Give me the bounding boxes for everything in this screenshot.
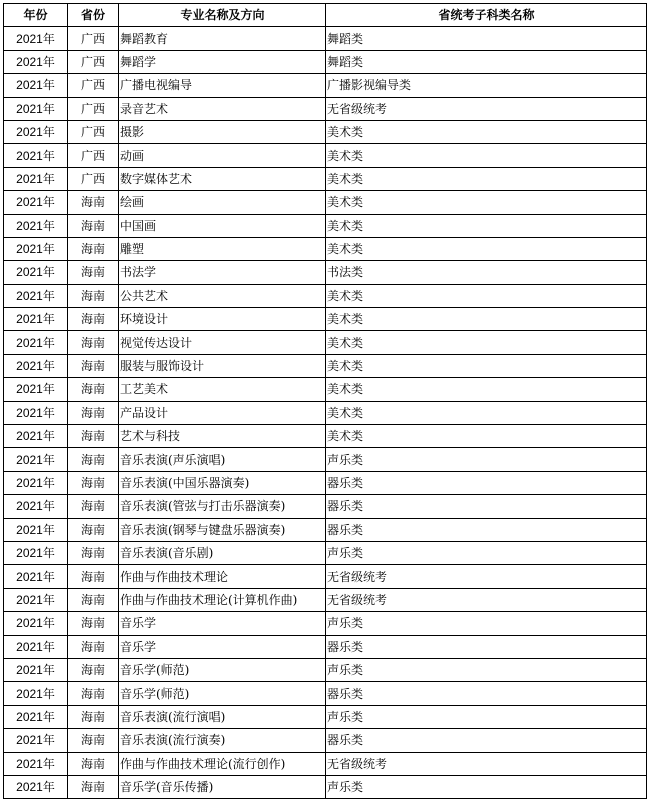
cell-province: 海南 bbox=[68, 518, 119, 541]
cell-province: 海南 bbox=[68, 541, 119, 564]
cell-major: 音乐表演(音乐剧) bbox=[119, 541, 326, 564]
cell-major: 书法学 bbox=[119, 261, 326, 284]
cell-major: 摄影 bbox=[119, 120, 326, 143]
cell-year: 2021年 bbox=[4, 471, 68, 494]
cell-category: 声乐类 bbox=[326, 612, 647, 635]
cell-year: 2021年 bbox=[4, 74, 68, 97]
table-row bbox=[4, 378, 647, 401]
table-row bbox=[4, 752, 647, 775]
cell-year: 2021年 bbox=[4, 705, 68, 728]
cell-major: 作曲与作曲技术理论(计算机作曲) bbox=[119, 588, 326, 611]
cell-category: 无省级统考 bbox=[326, 752, 647, 775]
cell-category: 美术类 bbox=[326, 214, 647, 237]
cell-major: 视觉传达设计 bbox=[119, 331, 326, 354]
cell-province: 广西 bbox=[68, 27, 119, 50]
table-row bbox=[4, 635, 647, 658]
cell-province: 广西 bbox=[68, 50, 119, 73]
cell-category: 书法类 bbox=[326, 261, 647, 284]
cell-year: 2021年 bbox=[4, 331, 68, 354]
cell-province: 海南 bbox=[68, 471, 119, 494]
cell-category: 无省级统考 bbox=[326, 97, 647, 120]
major-category-table bbox=[3, 3, 647, 799]
table-row bbox=[4, 775, 647, 798]
cell-year: 2021年 bbox=[4, 682, 68, 705]
table-row bbox=[4, 50, 647, 73]
cell-major: 艺术与科技 bbox=[119, 425, 326, 448]
cell-year: 2021年 bbox=[4, 167, 68, 190]
cell-major: 舞蹈教育 bbox=[119, 27, 326, 50]
table-row bbox=[4, 658, 647, 681]
cell-category: 器乐类 bbox=[326, 495, 647, 518]
table-row bbox=[4, 729, 647, 752]
cell-year: 2021年 bbox=[4, 50, 68, 73]
cell-year: 2021年 bbox=[4, 425, 68, 448]
cell-major: 音乐表演(声乐演唱) bbox=[119, 448, 326, 471]
table-row bbox=[4, 120, 647, 143]
cell-year: 2021年 bbox=[4, 27, 68, 50]
table-row bbox=[4, 612, 647, 635]
cell-year: 2021年 bbox=[4, 541, 68, 564]
cell-category: 声乐类 bbox=[326, 775, 647, 798]
cell-province: 海南 bbox=[68, 425, 119, 448]
cell-province: 海南 bbox=[68, 448, 119, 471]
cell-major: 服装与服饰设计 bbox=[119, 354, 326, 377]
table-row bbox=[4, 191, 647, 214]
cell-category: 器乐类 bbox=[326, 518, 647, 541]
cell-province: 广西 bbox=[68, 120, 119, 143]
cell-year: 2021年 bbox=[4, 518, 68, 541]
cell-category: 无省级统考 bbox=[326, 588, 647, 611]
table-row bbox=[4, 261, 647, 284]
table-row bbox=[4, 401, 647, 424]
cell-province: 广西 bbox=[68, 97, 119, 120]
cell-category: 美术类 bbox=[326, 120, 647, 143]
cell-major: 音乐表演(中国乐器演奏) bbox=[119, 471, 326, 494]
header-row bbox=[4, 4, 647, 27]
cell-province: 海南 bbox=[68, 658, 119, 681]
cell-major: 工艺美术 bbox=[119, 378, 326, 401]
table-row bbox=[4, 682, 647, 705]
cell-major: 动画 bbox=[119, 144, 326, 167]
table-row bbox=[4, 425, 647, 448]
table-row bbox=[4, 495, 647, 518]
cell-major: 音乐学(师范) bbox=[119, 658, 326, 681]
header-category: 省统考子科类名称 bbox=[326, 4, 647, 27]
cell-major: 产品设计 bbox=[119, 401, 326, 424]
cell-province: 海南 bbox=[68, 401, 119, 424]
table-row bbox=[4, 308, 647, 331]
cell-major: 绘画 bbox=[119, 191, 326, 214]
cell-year: 2021年 bbox=[4, 565, 68, 588]
cell-major: 广播电视编导 bbox=[119, 74, 326, 97]
table-row bbox=[4, 237, 647, 260]
table-row bbox=[4, 97, 647, 120]
cell-major: 作曲与作曲技术理论(流行创作) bbox=[119, 752, 326, 775]
table-row bbox=[4, 27, 647, 50]
cell-category: 声乐类 bbox=[326, 658, 647, 681]
table-row bbox=[4, 518, 647, 541]
cell-category: 美术类 bbox=[326, 331, 647, 354]
cell-province: 海南 bbox=[68, 331, 119, 354]
cell-year: 2021年 bbox=[4, 401, 68, 424]
cell-category: 器乐类 bbox=[326, 729, 647, 752]
cell-province: 海南 bbox=[68, 378, 119, 401]
cell-province: 广西 bbox=[68, 144, 119, 167]
cell-year: 2021年 bbox=[4, 612, 68, 635]
cell-major: 作曲与作曲技术理论 bbox=[119, 565, 326, 588]
cell-category: 舞蹈类 bbox=[326, 50, 647, 73]
cell-major: 音乐表演(管弦与打击乐器演奏) bbox=[119, 495, 326, 518]
cell-category: 美术类 bbox=[326, 354, 647, 377]
table-row bbox=[4, 354, 647, 377]
cell-province: 海南 bbox=[68, 635, 119, 658]
cell-major: 雕塑 bbox=[119, 237, 326, 260]
cell-province: 海南 bbox=[68, 191, 119, 214]
cell-year: 2021年 bbox=[4, 261, 68, 284]
cell-province: 海南 bbox=[68, 237, 119, 260]
cell-major: 音乐学(音乐传播) bbox=[119, 775, 326, 798]
cell-province: 海南 bbox=[68, 775, 119, 798]
header-province: 省份 bbox=[68, 4, 119, 27]
cell-major: 音乐表演(流行演奏) bbox=[119, 729, 326, 752]
cell-category: 器乐类 bbox=[326, 682, 647, 705]
cell-year: 2021年 bbox=[4, 378, 68, 401]
cell-year: 2021年 bbox=[4, 144, 68, 167]
cell-category: 器乐类 bbox=[326, 635, 647, 658]
cell-province: 海南 bbox=[68, 588, 119, 611]
table-row bbox=[4, 565, 647, 588]
cell-year: 2021年 bbox=[4, 308, 68, 331]
cell-province: 海南 bbox=[68, 495, 119, 518]
table-row bbox=[4, 144, 647, 167]
cell-year: 2021年 bbox=[4, 658, 68, 681]
cell-province: 海南 bbox=[68, 705, 119, 728]
cell-category: 声乐类 bbox=[326, 448, 647, 471]
cell-province: 海南 bbox=[68, 214, 119, 237]
cell-category: 舞蹈类 bbox=[326, 27, 647, 50]
cell-province: 海南 bbox=[68, 682, 119, 705]
cell-category: 美术类 bbox=[326, 237, 647, 260]
header-year: 年份 bbox=[4, 4, 68, 27]
cell-year: 2021年 bbox=[4, 97, 68, 120]
table-row bbox=[4, 705, 647, 728]
cell-major: 中国画 bbox=[119, 214, 326, 237]
cell-category: 美术类 bbox=[326, 167, 647, 190]
table-row bbox=[4, 471, 647, 494]
cell-province: 海南 bbox=[68, 612, 119, 635]
cell-year: 2021年 bbox=[4, 495, 68, 518]
cell-category: 美术类 bbox=[326, 378, 647, 401]
header-major: 专业名称及方向 bbox=[119, 4, 326, 27]
cell-category: 美术类 bbox=[326, 401, 647, 424]
cell-province: 海南 bbox=[68, 752, 119, 775]
cell-major: 舞蹈学 bbox=[119, 50, 326, 73]
cell-year: 2021年 bbox=[4, 752, 68, 775]
cell-category: 声乐类 bbox=[326, 705, 647, 728]
table-row bbox=[4, 448, 647, 471]
cell-category: 声乐类 bbox=[326, 541, 647, 564]
table-row bbox=[4, 588, 647, 611]
cell-year: 2021年 bbox=[4, 120, 68, 143]
cell-province: 广西 bbox=[68, 74, 119, 97]
cell-province: 海南 bbox=[68, 308, 119, 331]
cell-year: 2021年 bbox=[4, 775, 68, 798]
cell-category: 无省级统考 bbox=[326, 565, 647, 588]
cell-year: 2021年 bbox=[4, 354, 68, 377]
table-row bbox=[4, 541, 647, 564]
cell-major: 环境设计 bbox=[119, 308, 326, 331]
cell-major: 音乐学(师范) bbox=[119, 682, 326, 705]
cell-year: 2021年 bbox=[4, 635, 68, 658]
cell-province: 广西 bbox=[68, 167, 119, 190]
cell-province: 海南 bbox=[68, 729, 119, 752]
cell-category: 广播影视编导类 bbox=[326, 74, 647, 97]
cell-category: 美术类 bbox=[326, 308, 647, 331]
cell-major: 录音艺术 bbox=[119, 97, 326, 120]
table-row bbox=[4, 331, 647, 354]
cell-province: 海南 bbox=[68, 284, 119, 307]
cell-province: 海南 bbox=[68, 565, 119, 588]
cell-category: 美术类 bbox=[326, 191, 647, 214]
table-row bbox=[4, 284, 647, 307]
cell-major: 音乐学 bbox=[119, 635, 326, 658]
cell-major: 公共艺术 bbox=[119, 284, 326, 307]
cell-category: 美术类 bbox=[326, 144, 647, 167]
cell-major: 音乐学 bbox=[119, 612, 326, 635]
cell-year: 2021年 bbox=[4, 588, 68, 611]
table-row bbox=[4, 214, 647, 237]
cell-year: 2021年 bbox=[4, 237, 68, 260]
cell-category: 美术类 bbox=[326, 284, 647, 307]
cell-major: 数字媒体艺术 bbox=[119, 167, 326, 190]
cell-province: 海南 bbox=[68, 354, 119, 377]
cell-major: 音乐表演(流行演唱) bbox=[119, 705, 326, 728]
table-body bbox=[4, 27, 647, 799]
cell-year: 2021年 bbox=[4, 448, 68, 471]
cell-year: 2021年 bbox=[4, 729, 68, 752]
cell-year: 2021年 bbox=[4, 191, 68, 214]
cell-province: 海南 bbox=[68, 261, 119, 284]
cell-year: 2021年 bbox=[4, 214, 68, 237]
cell-major: 音乐表演(钢琴与键盘乐器演奏) bbox=[119, 518, 326, 541]
table-row bbox=[4, 74, 647, 97]
cell-category: 美术类 bbox=[326, 425, 647, 448]
cell-year: 2021年 bbox=[4, 284, 68, 307]
cell-category: 器乐类 bbox=[326, 471, 647, 494]
table-row bbox=[4, 167, 647, 190]
